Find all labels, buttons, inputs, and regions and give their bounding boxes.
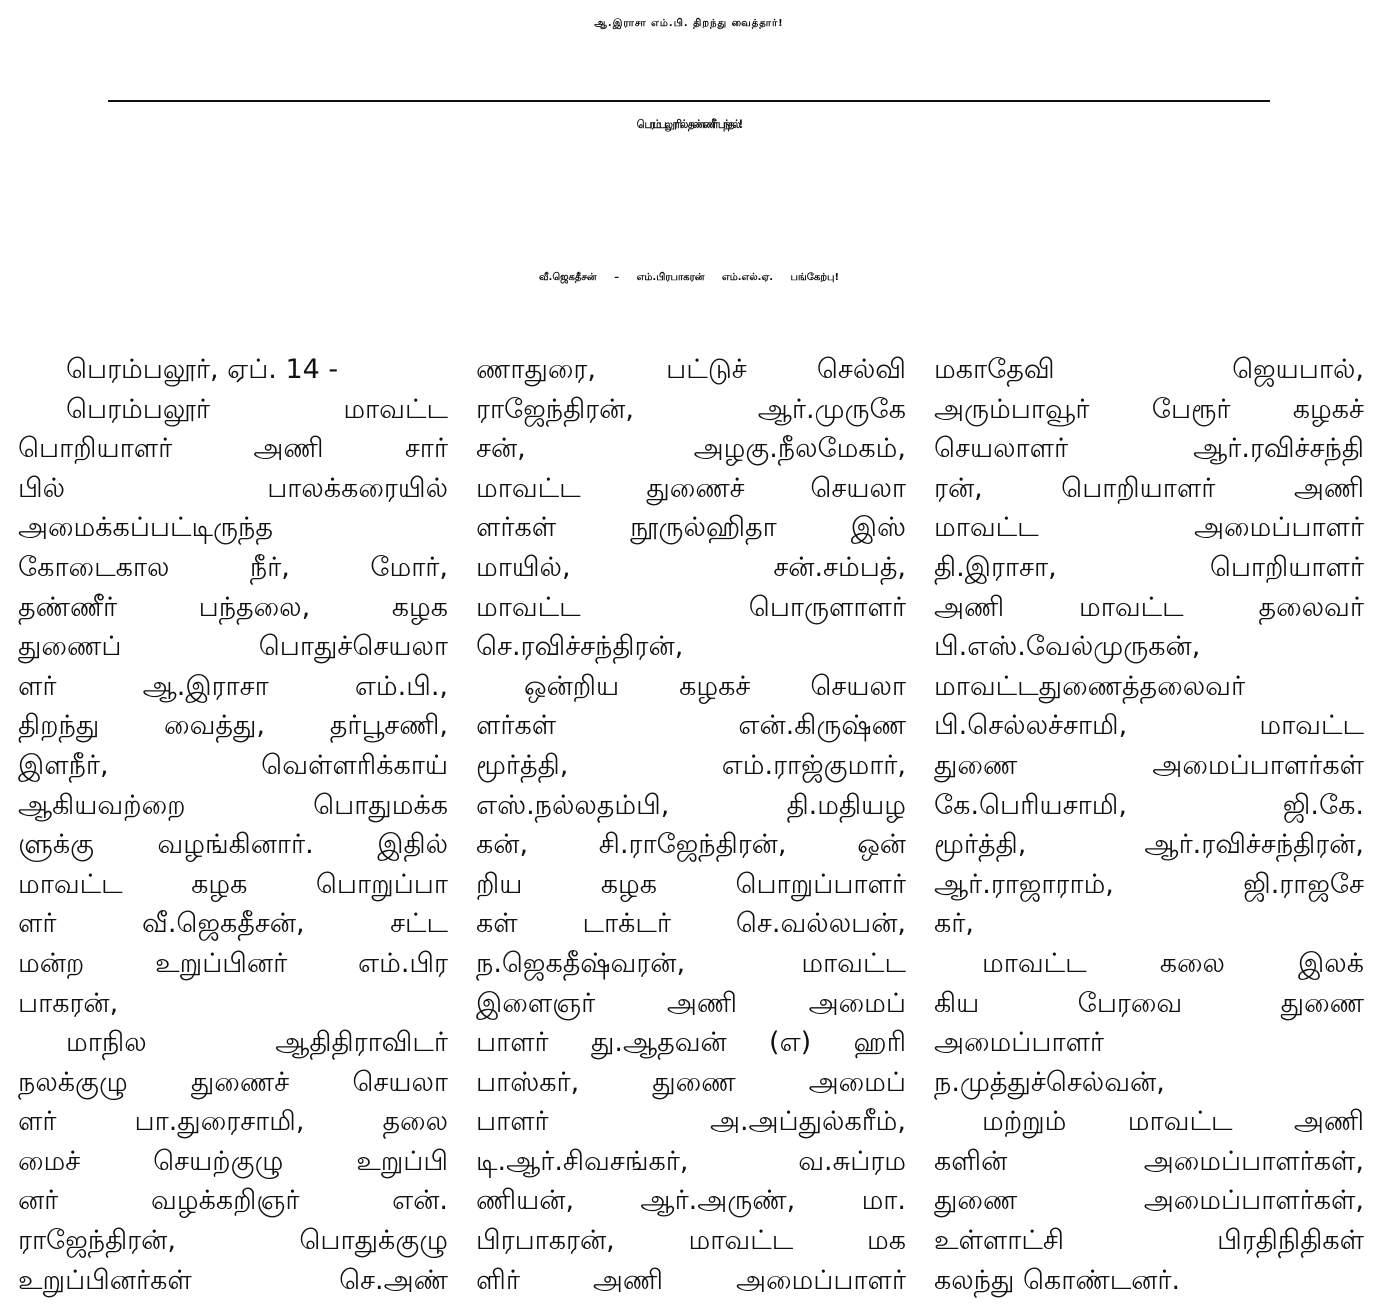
article-line: கோடைகால நீர், மோர், — [18, 551, 448, 583]
article-line: மகாதேவி ஜெயபால், — [934, 354, 1364, 385]
article-line: ளர் பா.துரைசாமி, தலை — [18, 1106, 448, 1138]
article-line: ஆர்.ராஜாராம், ஜி.ராஜசே — [934, 868, 1364, 900]
article-line: ரன், பொறியாளர் அணி — [934, 472, 1364, 504]
article-column-3 — [934, 350, 1364, 1304]
article-line: பெரம்பலூர் மாவட்ட — [66, 393, 448, 425]
article-line: மாவட்ட கலை இலக் — [982, 947, 1364, 979]
dateline: பெரம்பலூர், ஏப். 14 - — [66, 354, 339, 385]
article-line: நலக்குழு துணைச் செயலா — [18, 1066, 448, 1098]
article-line: பி.செல்லச்சாமி, மாவட்ட — [934, 710, 1364, 742]
article-line: பாகரன், — [18, 987, 119, 1019]
article-line: திறந்து வைத்து, தர்பூசணி, — [18, 710, 448, 742]
article-line: மாயில், சன்.சம்பத், — [476, 551, 906, 583]
article-line: ணியன், ஆர்.அருண், மா. — [476, 1185, 906, 1217]
article-line: ளர்கள் நூருல்ஹிதா இஸ் — [476, 512, 906, 544]
article-line: கே.பெரியசாமி, ஜி.கே. — [934, 789, 1364, 821]
article-line: மாவட்ட கழக பொறுப்பா — [18, 868, 448, 900]
article-line: மாவட்ட துணைச் செயலா — [476, 472, 906, 504]
article-line: ளர் ஆ.இராசா எம்.பி., — [18, 670, 448, 702]
article-line: அமைப்பாளர் — [934, 1027, 1105, 1059]
article-line: ளிர் அணி அமைப்பாளர் — [476, 1264, 906, 1296]
article-line: ஒன்றிய கழகச் செயலா — [524, 670, 906, 702]
article-line: துணை அமைப்பாளர்கள், — [934, 1185, 1364, 1217]
article-line: றிய கழக பொறுப்பாளர் — [476, 868, 906, 900]
article-line: செயலாளர் ஆர்.ரவிச்சந்தி — [934, 433, 1364, 465]
article-line: பாஸ்கர், துணை அமைப் — [476, 1066, 906, 1098]
article-line: னர் வழக்கறிஞர் என். — [18, 1185, 448, 1217]
article-line: ஆகியவற்றை பொதுமக்க — [18, 789, 448, 821]
article-line: ளுக்கு வழங்கினார். இதில் — [18, 829, 448, 861]
article-line: மூர்த்தி, ஆர்.ரவிச்சந்திரன், — [934, 829, 1364, 861]
article-line: துணைப் பொதுச்செயலா — [18, 631, 448, 663]
article-column-1 — [18, 350, 448, 1304]
article-line: டி.ஆர்.சிவசங்கர், வ.சுப்ரம — [476, 1145, 906, 1177]
article-line: தண்ணீர் பந்தலை, கழக — [18, 591, 448, 623]
article-line: செ.ரவிச்சந்திரன், — [476, 631, 684, 663]
article-line: பொறியாளர் அணி சார் — [18, 433, 448, 465]
article-line: மைச் செயற்குழு உறுப்பி — [18, 1145, 448, 1177]
article-line: கன், சி.ராஜேந்திரன், ஒன் — [476, 829, 906, 861]
article-line: ளர்கள் என்.கிருஷ்ண — [476, 710, 906, 742]
article-line: அமைக்கப்பட்டிருந்த — [18, 512, 273, 544]
article-line: எஸ்.நல்லதம்பி, தி.மதியழ — [476, 789, 906, 821]
article-line: ளர் வீ.ஜெகதீசன், சட்ட — [18, 908, 448, 940]
sub-headline: வீ.ஜெகதீசன் – எம்.பிரபாகரன் எம்.எல்.ஏ. பங்கேற்பு! — [538, 272, 840, 283]
article-line: கலந்து கொண்டனர். — [934, 1264, 1181, 1296]
article-line: பிரபாகரன், மாவட்ட மக — [476, 1225, 906, 1257]
article-line: அணி மாவட்ட தலைவர் — [934, 591, 1364, 623]
article-line: உள்ளாட்சி பிரதிநிதிகள் — [934, 1225, 1364, 1257]
article-line: சன், அழகு.நீலமேகம், — [476, 433, 906, 465]
article-line: ராஜேந்திரன், பொதுக்குழு — [18, 1225, 448, 1257]
main-headline: பெரம்பலூரில் தண்ணீர் பந்தல்! — [636, 118, 742, 132]
article-line: பி.எஸ்.வேல்முருகன், — [934, 631, 1201, 663]
article-line: ராஜேந்திரன், ஆர்.முருகே — [476, 393, 906, 425]
article-line: கள் டாக்டர் செ.வல்லபன், — [476, 908, 906, 940]
article-body — [18, 350, 1364, 1304]
article-line: கர், — [934, 908, 974, 940]
article-line: மூர்த்தி, எம்.ராஜ்குமார், — [476, 749, 906, 781]
article-line: ந.ஜெகதீஷ்வரன், மாவட்ட — [476, 947, 906, 979]
article-line: ணாதுரை, பட்டுச் செல்வி — [476, 354, 906, 385]
article-line: உறுப்பினர்கள் செ.அண் — [18, 1264, 448, 1296]
article-column-2 — [476, 350, 906, 1304]
article-line: மன்ற உறுப்பினர் எம்.பிர — [18, 947, 448, 979]
article-line: மாவட்ட பொருளாளர் — [476, 591, 906, 623]
article-line: துணை அமைப்பாளர்கள் — [934, 749, 1364, 781]
article-line: பாளர் அ.அப்துல்கரீம், — [476, 1106, 906, 1138]
article-line: மாவட்ட அமைப்பாளர் — [934, 512, 1364, 544]
kicker-headline: ஆ.இராசா எம்.பி. திறந்து வைத்தார்! — [594, 18, 784, 29]
article-line: இளநீர், வெள்ளரிக்காய் — [18, 749, 448, 781]
article-line: ந.முத்துச்செல்வன், — [934, 1066, 1165, 1098]
article-line: மாநில ஆதிதிராவிடர் — [66, 1027, 448, 1059]
headline-rule — [108, 100, 1270, 102]
article-line: இளைஞர் அணி அமைப் — [476, 987, 906, 1019]
article-line: மற்றும் மாவட்ட அணி — [982, 1106, 1364, 1138]
article-line: களின் அமைப்பாளர்கள், — [934, 1145, 1364, 1177]
article-line: அரும்பாவூர் பேரூர் கழகச் — [934, 393, 1364, 425]
article-line: பில் பாலக்கரையில் — [18, 472, 448, 504]
article-line: மாவட்டதுணைத்தலைவர் — [934, 670, 1246, 702]
article-line: தி.இராசா, பொறியாளர் — [934, 551, 1364, 583]
article-line: கிய பேரவை துணை — [934, 987, 1364, 1019]
article-line: பாளர் து.ஆதவன் (எ) ஹரி — [476, 1027, 906, 1059]
